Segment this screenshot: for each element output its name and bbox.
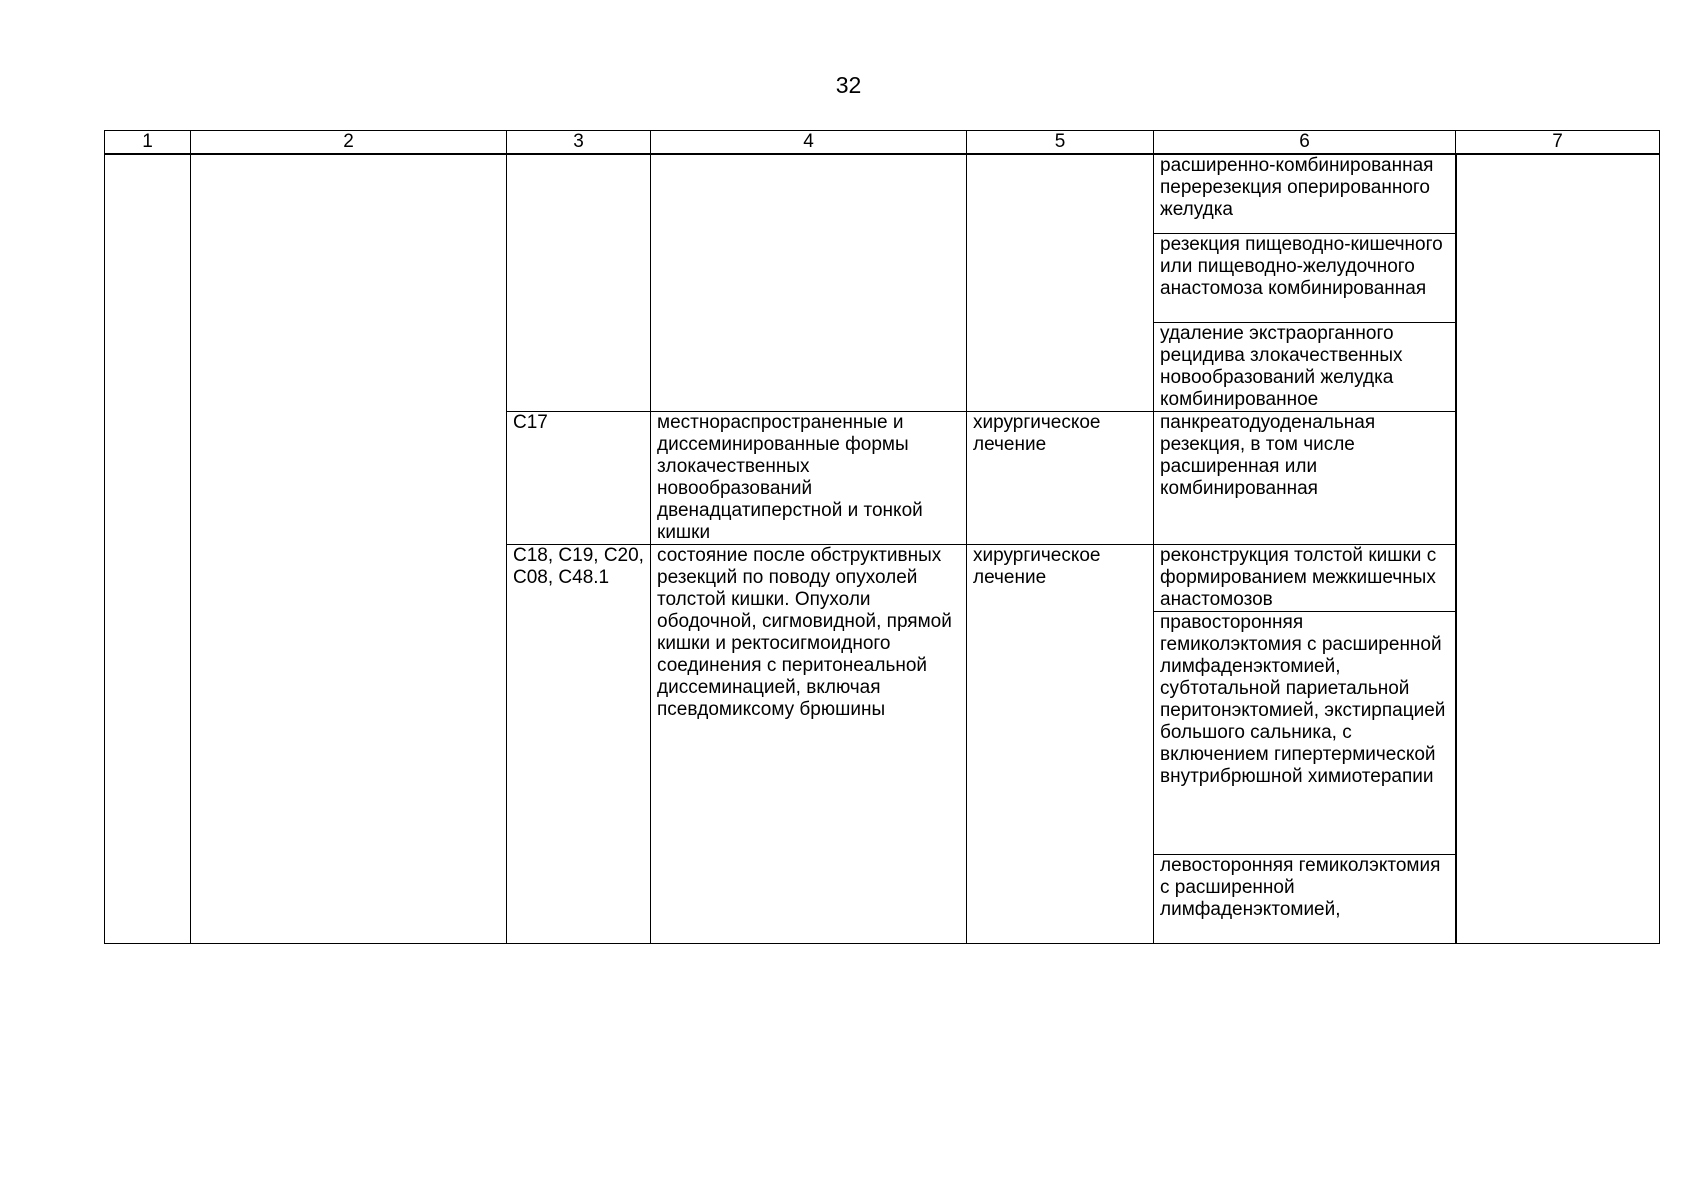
cell-col7 [1456, 154, 1660, 944]
page-number: 32 [835, 72, 862, 98]
method-cell: левосторонняя гемиколэктомия с расширенной лимфаденэктомией, [1154, 855, 1456, 944]
table-row [105, 154, 1660, 234]
cell-col1 [105, 154, 191, 944]
cell-col4-empty [651, 154, 967, 412]
cell-col2 [191, 154, 507, 944]
header-cell-3: 3 [507, 131, 651, 155]
header-cell-1: 1 [105, 131, 191, 155]
method-cell: правосторонняя гемиколэктомия с расширенной лимфаденэктомией, субтотальной париетальной перитонэктомией, экстирпацией большого сальника, с включением гипертермической внутрибрюшной химиотерапии [1154, 612, 1456, 855]
treatment-type-cell: хирургическое лечение [967, 545, 1154, 944]
header-cell-7: 7 [1456, 131, 1660, 155]
icd-code-cell: C17 [507, 412, 651, 545]
diagnosis-cell: местнораспространенные и диссеминированные формы злокачественных новообразований двенадцатиперстной и тонкой кишки [651, 412, 967, 545]
icd-code-cell: C18, C19, C20, C08, C48.1 [507, 545, 651, 944]
cell-col3-empty [507, 154, 651, 412]
method-cell: панкреатодуоденальная резекция, в том числе расширенная или комбинированная [1154, 412, 1456, 545]
diagnosis-cell: состояние после обструктивных резекций по поводу опухолей толстой кишки. Опухоли ободочной, сигмовидной, прямой кишки и ректосигмоидного соединения с перитонеальной диссеминацией, включая псевдомиксому брюшины [651, 545, 967, 944]
header-cell-6: 6 [1154, 131, 1456, 155]
medical-procedures-table [104, 130, 1660, 944]
header-cell-4: 4 [651, 131, 967, 155]
method-cell: реконструкция толстой кишки с формированием межкишечных анастомозов [1154, 545, 1456, 612]
header-cell-5: 5 [967, 131, 1154, 155]
treatment-type-cell: хирургическое лечение [967, 412, 1154, 545]
method-cell: удаление экстраорганного рецидива злокачественных новообразований желудка комбинированное [1154, 323, 1456, 412]
cell-col5-empty [967, 154, 1154, 412]
header-cell-2: 2 [191, 131, 507, 155]
method-cell: расширенно-комбинированная перерезекция оперированного желудка [1154, 154, 1456, 234]
method-cell: резекция пищеводно-кишечного или пищеводно-желудочного анастомоза комбинированная [1154, 234, 1456, 323]
table-header-row [105, 131, 1660, 155]
